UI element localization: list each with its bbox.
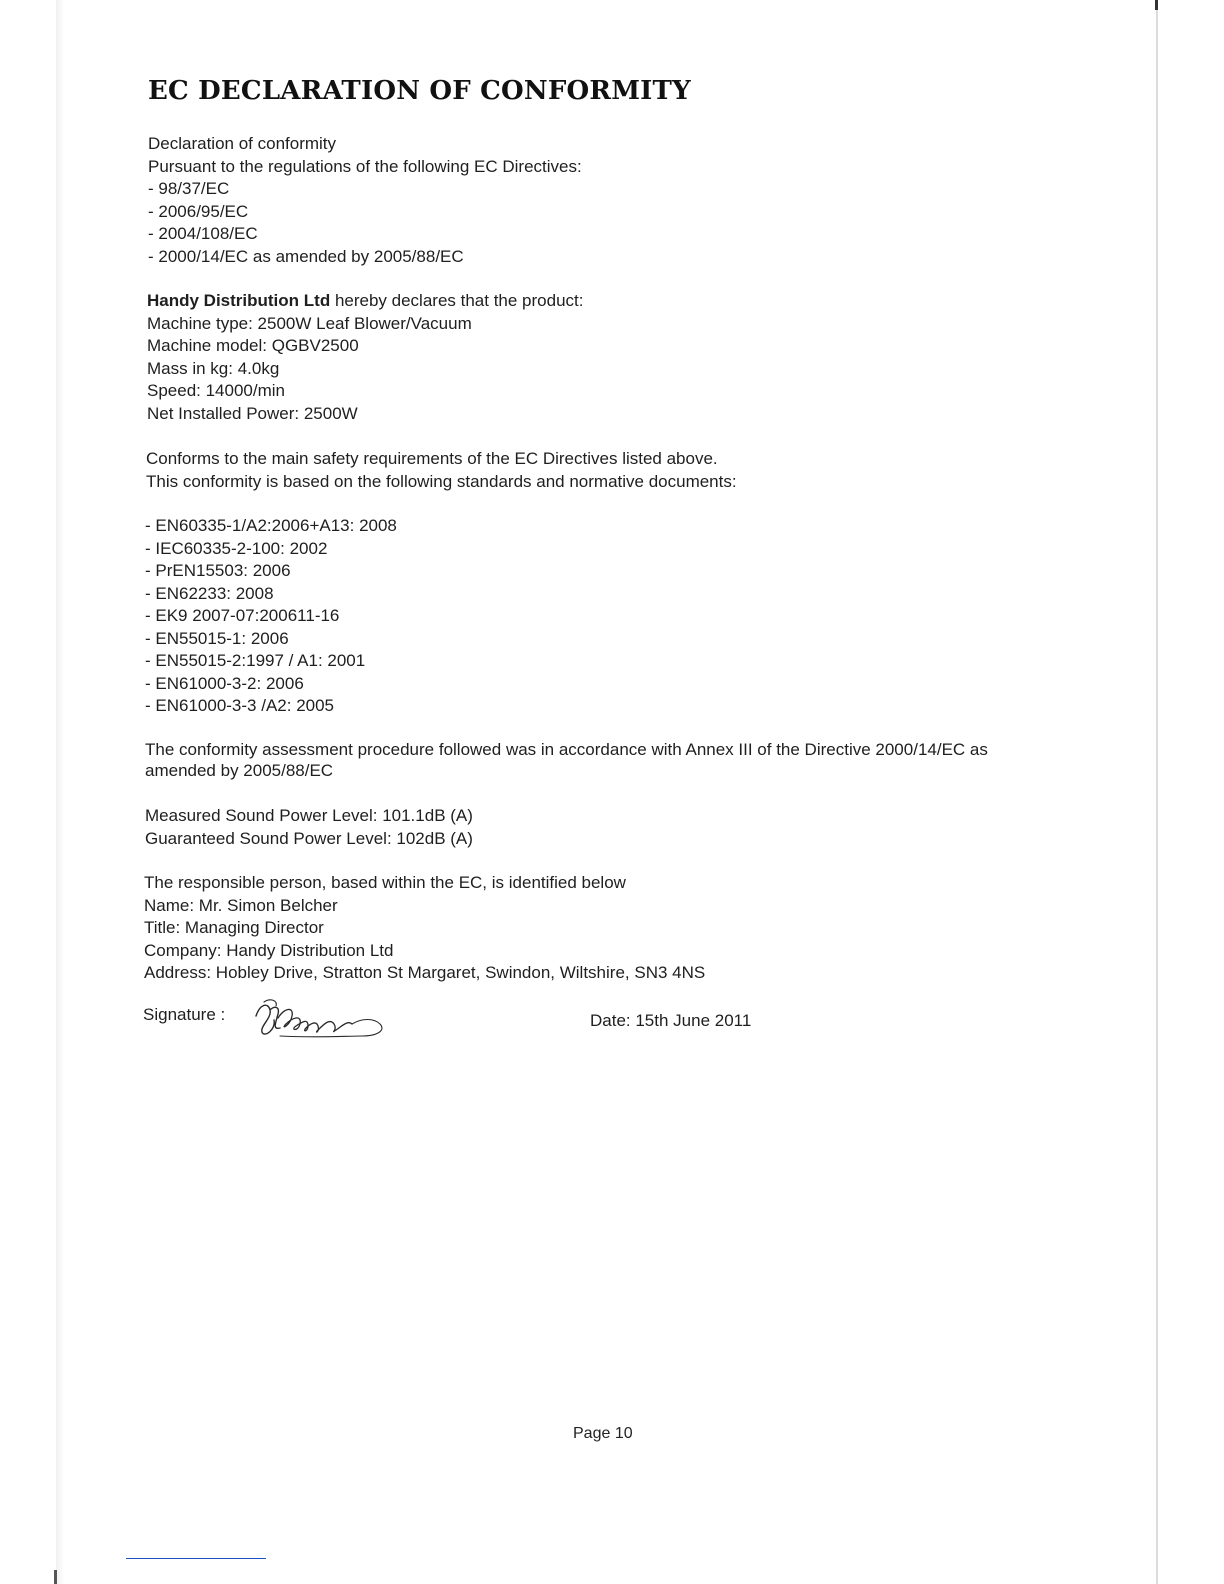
standard-item: - IEC60335-2-100: 2002 xyxy=(145,538,328,558)
page-number: Page 10 xyxy=(573,1425,633,1442)
standard-item: - EK9 2007-07:200611-16 xyxy=(145,606,340,625)
standards-list xyxy=(145,515,397,718)
conformity-line: This conformity is based on the following standards and normative documents: xyxy=(146,471,737,491)
responsible-person-section xyxy=(144,872,705,985)
standard-item: - EN55015-2:1997 / A1: 2001 xyxy=(145,651,366,670)
signature-label-text: Signature : xyxy=(143,1005,226,1024)
date-block xyxy=(590,1010,751,1033)
standard-item: - PrEN15503: 2006 xyxy=(145,561,291,580)
machine-power: Net Installed Power: 2500W xyxy=(147,403,358,423)
signature-label xyxy=(143,1004,225,1027)
page-title: EC DECLARATION OF CONFORMITY xyxy=(148,76,691,106)
measured-sound-level: Measured Sound Power Level: 101.1dB (A) xyxy=(145,806,473,825)
responsible-title: Title: Managing Director xyxy=(144,918,324,937)
standard-item: - EN62233: 2008 xyxy=(145,583,274,603)
declaration-line xyxy=(147,290,583,313)
conformity-line: Conforms to the main safety requirements of the EC Directives listed above. xyxy=(146,449,718,468)
directive-item: - 2000/14/EC as amended by 2005/88/EC xyxy=(148,246,464,266)
declaration-text: hereby declares that the product: xyxy=(330,291,584,310)
standard-item: - EN55015-1: 2006 xyxy=(145,628,289,648)
standard-item: - EN61000-3-2: 2006 xyxy=(145,673,304,693)
scan-edge-left xyxy=(56,0,64,1584)
scan-edge-right xyxy=(1156,0,1158,1584)
signature-date: Date: 15th June 2011 xyxy=(590,1011,752,1030)
intro-section xyxy=(148,133,582,268)
machine-type: Machine type: 2500W Leaf Blower/Vacuum xyxy=(147,313,472,333)
machine-mass: Mass in kg: 4.0kg xyxy=(147,358,280,378)
company-name: Handy Distribution Ltd xyxy=(147,291,331,310)
directive-item: - 2006/95/EC xyxy=(148,201,249,221)
assessment-section xyxy=(145,739,988,781)
machine-speed: Speed: 14000/min xyxy=(147,381,285,400)
conformity-section xyxy=(146,448,737,493)
responsible-address: Address: Hobley Drive, Stratton St Margaret, Swindon, Wiltshire, SN3 4NS xyxy=(144,963,706,982)
directive-item: - 2004/108/EC xyxy=(148,224,258,243)
responsible-intro: The responsible person, based within the EC, is identified below xyxy=(144,873,626,892)
sound-section xyxy=(145,805,473,850)
assessment-line: The conformity assessment procedure followed was in accordance with Annex III of the Directive 2000/14/EC as xyxy=(145,740,988,759)
handwritten-signature xyxy=(250,996,400,1046)
directive-item: - 98/37/EC xyxy=(148,179,230,198)
guaranteed-sound-level: Guaranteed Sound Power Level: 102dB (A) xyxy=(145,828,473,848)
scan-mark-top-right xyxy=(1155,0,1158,10)
intro-line: Pursuant to the regulations of the following EC Directives: xyxy=(148,156,582,176)
footer-rule xyxy=(126,1558,266,1559)
standard-item: - EN61000-3-3 /A2: 2005 xyxy=(145,696,335,715)
standard-item: - EN60335-1/A2:2006+A13: 2008 xyxy=(145,516,397,535)
intro-line: Declaration of conformity xyxy=(148,134,337,153)
assessment-line: amended by 2005/88/EC xyxy=(145,761,334,780)
machine-model: Machine model: QGBV2500 xyxy=(147,336,359,355)
product-section xyxy=(147,290,583,425)
responsible-company: Company: Handy Distribution Ltd xyxy=(144,940,394,960)
scan-mark-bottom-left xyxy=(54,1570,57,1584)
responsible-name: Name: Mr. Simon Belcher xyxy=(144,895,338,915)
